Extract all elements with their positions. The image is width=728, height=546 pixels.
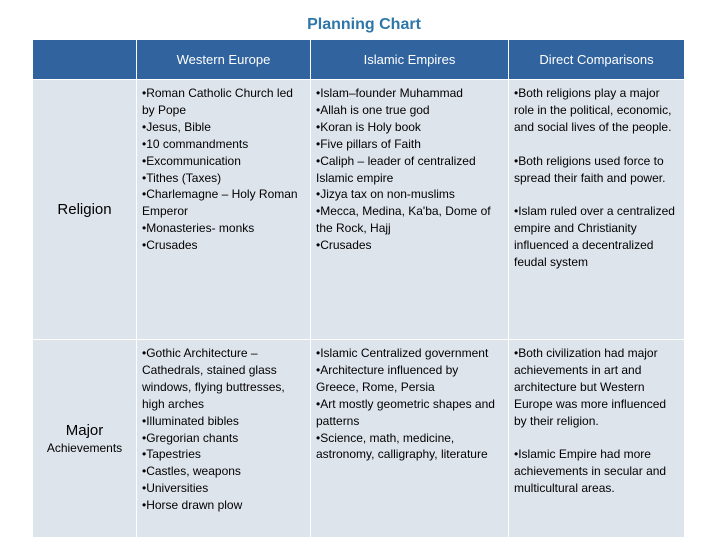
planning-chart-table xyxy=(33,40,685,538)
religion-islamic-cell xyxy=(311,80,509,340)
achievements-islamic-cell xyxy=(311,340,509,538)
header-islamic-empires: Islamic Empires xyxy=(311,40,509,80)
list-item: •Castles, weapons xyxy=(142,464,241,479)
list-item: •Architecture influenced by Greece, Rome, Persia xyxy=(316,362,459,394)
list-item: •Roman Catholic Church led by Pope xyxy=(142,86,293,117)
header-western-europe: Western Europe xyxy=(137,40,311,80)
page-title: Planning Chart xyxy=(307,16,421,33)
religion-comparisons-cell xyxy=(509,80,685,340)
list-item: •10 commandments xyxy=(142,136,249,151)
list-item: •Both religions used force to spread their faith and power. xyxy=(514,153,666,185)
list-item: •Islamic Empire had more achievements in secular and multicultural areas. xyxy=(514,447,667,496)
row-label-achievements xyxy=(33,340,137,538)
list-item: •Gregorian chants xyxy=(142,430,239,445)
list-item: •Crusades xyxy=(316,238,372,253)
list-item: •Universities xyxy=(142,481,209,496)
list-item: •Islam–founder Muhammad xyxy=(316,86,463,100)
achievements-western-cell xyxy=(137,340,311,538)
row-label-religion xyxy=(33,80,137,340)
list-item: •Islamic Centralized government xyxy=(316,346,489,360)
list-item: •Crusades xyxy=(142,238,198,253)
list-item: •Both religions play a major role in the political, economic, and social lives of the people. xyxy=(514,86,672,134)
religion-western-cell xyxy=(137,80,311,340)
list-item: •Jesus, Bible xyxy=(142,119,211,134)
list-item: •Koran is Holy book xyxy=(316,119,421,134)
row-label-major-text: Major xyxy=(65,422,104,439)
row-label-achievements-text: Achievements xyxy=(46,441,123,455)
list-item: •Both civilization had major achievements in art and architecture but Western Europe was more influenced by their religion. xyxy=(514,346,667,428)
list-item: •Excommunication xyxy=(142,153,241,168)
header-direct-comparisons: Direct Comparisons xyxy=(509,40,685,80)
list-item: •Charlemagne – Holy Roman Emperor xyxy=(142,187,298,219)
list-item: •Art mostly geometric shapes and patterns xyxy=(316,396,495,428)
list-item: •Gothic Architecture – Cathedrals, stained glass windows, flying buttresses, high arches xyxy=(142,346,285,411)
row-label-religion-text: Religion xyxy=(57,201,112,218)
list-item: •Science, math, medicine, astronomy, calligraphy, literature xyxy=(316,430,488,462)
list-item: •Caliph – leader of centralized Islamic empire xyxy=(316,153,476,185)
list-item: •Horse drawn plow xyxy=(142,498,243,513)
list-item: •Five pillars of Faith xyxy=(316,136,421,151)
list-item: •Jizya tax on non-muslims xyxy=(316,187,455,202)
list-item: •Tapestries xyxy=(142,447,201,462)
header-corner xyxy=(33,40,137,80)
achievements-comparisons-cell xyxy=(509,340,685,538)
list-item: •Islam ruled over a centralized empire and Christianity influenced a decentralized feudal system xyxy=(514,204,675,270)
list-item: •Monasteries- monks xyxy=(142,221,255,236)
list-item: •Mecca, Medina, Ka'ba, Dome of the Rock, Hajj xyxy=(316,204,491,236)
list-item: •Illuminated bibles xyxy=(142,413,239,428)
list-item: •Allah is one true god xyxy=(316,102,430,117)
list-item: •Tithes (Taxes) xyxy=(142,170,222,185)
